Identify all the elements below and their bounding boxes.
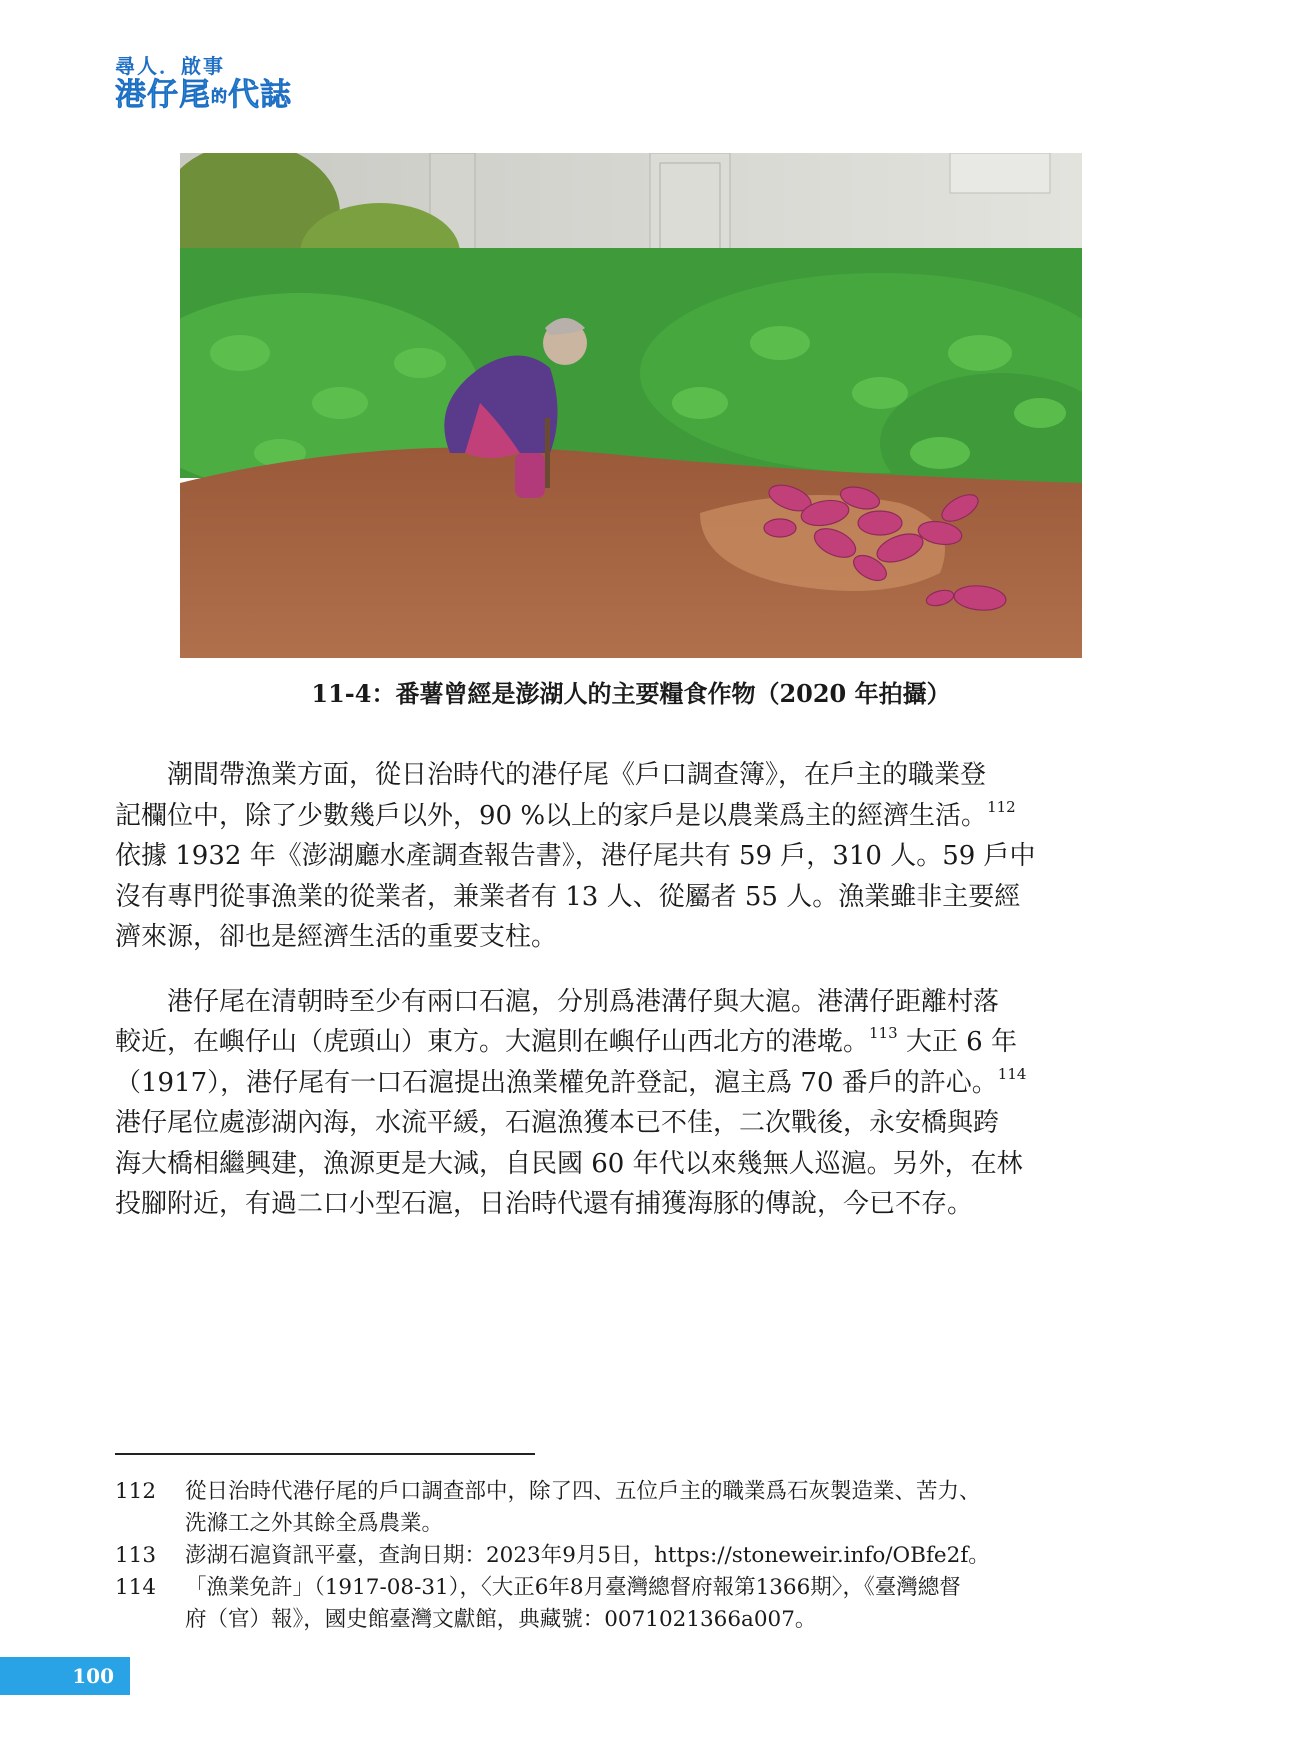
text-line: 港仔尾在清朝時至少有兩口石滬，分別爲港溝仔與大滬。港溝仔距離村落 xyxy=(167,986,1000,1017)
series-title-part1: 港仔尾 xyxy=(115,77,211,113)
series-title-part2: 代誌 xyxy=(228,77,293,113)
text-line: 潮間帶漁業方面，從日治時代的港仔尾《戶口調查簿》，在戶主的職業登 xyxy=(167,760,987,790)
text-line: 海大橋相繼興建，漁源更是大減，自民國 60 年代以來幾無人巡滬。另外，在林 xyxy=(115,1148,1023,1179)
text-line: 依據 1932 年《澎湖廳水產調查報告書》，港仔尾共有 59 戶，310 人。59 戶中 xyxy=(115,841,1036,871)
footnote-line: 「漁業免許」（1917-08-31），〈大正6年8月臺灣總督府報第1366期〉，《臺灣總督 xyxy=(185,1575,961,1600)
text-line xyxy=(115,1022,1145,1063)
series-subtitle: 尋人．啟事 xyxy=(115,54,225,78)
footnote-line: 洗滌工之外其餘全爲農業。 xyxy=(185,1511,444,1536)
article-body xyxy=(115,755,1145,1249)
text-segment: 記欄位中，除了少數幾戶以外，90 %以上的家戶是以農業爲主的經濟生活。 xyxy=(115,800,988,831)
footnote-line: 澎湖石滬資訊平臺，查詢日期：2023年9月5日，https://stoneweir.info/OBfe2f。 xyxy=(185,1543,990,1568)
book-series-logo xyxy=(115,55,365,115)
text-line xyxy=(115,796,1145,837)
footnote-113 xyxy=(115,1540,1145,1572)
footnote-text xyxy=(185,1476,1145,1540)
text-line: 投腳附近，有過二口小型石滬，日治時代還有捕獲海豚的傳說，今已不存。 xyxy=(115,1189,974,1219)
footnote-text xyxy=(185,1540,1145,1572)
footnotes xyxy=(115,1476,1145,1636)
text-line: 港仔尾位處澎湖內海，水流平緩，石滬漁獲本已不佳，二次戰後，永安橋與跨 xyxy=(115,1108,1000,1138)
footnote-number: 113 xyxy=(115,1543,157,1568)
text-segment: 較近，在嶼仔山（虎頭山）東方。大滬則在嶼仔山西北方的港墘。 xyxy=(115,1027,870,1057)
text-line xyxy=(115,1063,1145,1104)
footnote-line: 從日治時代港仔尾的戶口調查部中，除了四、五位戶主的職業爲石灰製造業、苦力、 xyxy=(185,1479,981,1504)
footnote-112 xyxy=(115,1476,1145,1540)
footnote-number: 112 xyxy=(115,1479,157,1504)
text-line: 沒有專門從事漁業的從業者，兼業者有 13 人、從屬者 55 人。漁業雖非主要經 xyxy=(115,881,1021,912)
footnote-ref-114: 114 xyxy=(997,1064,1027,1083)
footnote-number: 114 xyxy=(115,1575,157,1600)
text-line: 濟來源，卻也是經濟生活的重要支柱。 xyxy=(115,922,558,952)
footnote-ref-113: 113 xyxy=(869,1024,898,1042)
footnote-divider xyxy=(115,1453,535,1455)
figure-caption: 11-4：番薯曾經是澎湖人的主要糧食作物（2020 年拍攝） xyxy=(311,679,951,708)
footnote-ref-112: 112 xyxy=(987,797,1016,816)
text-segment: 大正 6 年 xyxy=(897,1027,1017,1057)
page-number: 100 xyxy=(0,1657,130,1695)
footnote-114 xyxy=(115,1572,1145,1636)
series-title xyxy=(115,77,365,115)
series-title-connector: 的 xyxy=(211,86,229,106)
sweet-potato-harvest-photo xyxy=(180,153,1082,658)
paragraph-1 xyxy=(115,755,1145,958)
text-segment: （1917），港仔尾有一口石滬提出漁業權免許登記，滬主爲 70 番戶的許心。 xyxy=(115,1067,998,1098)
footnote-text xyxy=(185,1572,1145,1636)
footnote-line: 府（官）報》，國史館臺灣文獻館，典藏號：0071021366a007。 xyxy=(185,1607,817,1632)
paragraph-2 xyxy=(115,982,1145,1225)
